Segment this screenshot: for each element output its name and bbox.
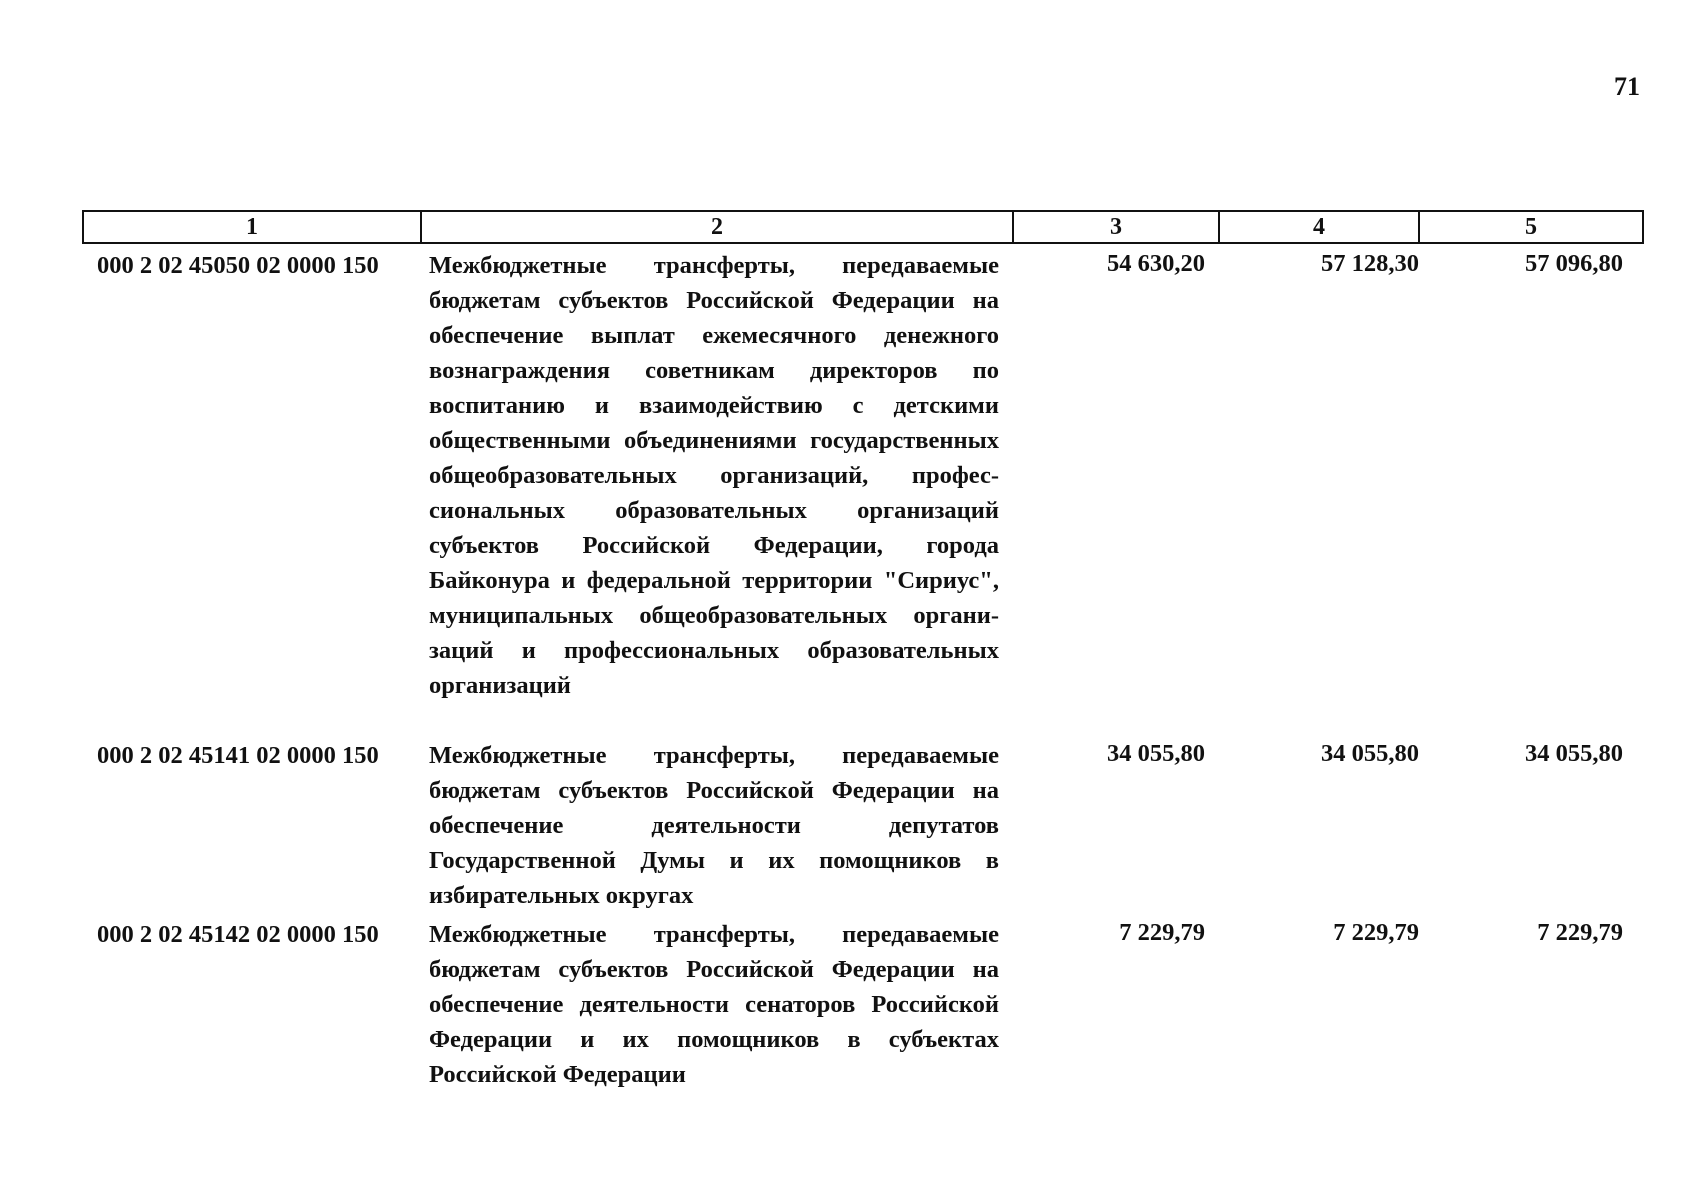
value-col-3: 34 055,80	[1107, 740, 1205, 767]
column-header-4: 4	[1219, 211, 1419, 243]
value-col-4: 7 229,79	[1333, 919, 1419, 946]
table-row	[83, 734, 1643, 913]
value-col-5: 7 229,79	[1537, 919, 1623, 946]
column-header-2: 2	[421, 211, 1013, 243]
value-col-4: 57 128,30	[1321, 250, 1419, 277]
page-number: 71	[1614, 72, 1640, 101]
column-header-1: 1	[83, 211, 421, 243]
value-col-3: 7 229,79	[1119, 919, 1205, 946]
budget-code: 000 2 02 45142 02 0000 150	[97, 921, 379, 948]
table-row	[83, 243, 1643, 734]
column-header-5: 5	[1419, 211, 1643, 243]
budget-table	[82, 210, 1644, 1092]
row-description: Межбюджетные трансферты, передаваемые бюджетам субъектов Российской Федерации на обеспечение выплат ежемесячного денежного вознаграждения советникам директоров по воспитанию и взаимодействию с детскими общественными объединениями государственных общеобразовательных организаций, профессиональных образовательных организаций субъектов Российской Федерации, города Байконура и федеральной территории "Сириус", муниципальных общеобразовательных организаций и профессиональных образовательных организаций	[429, 252, 999, 699]
table-header-row	[83, 211, 1643, 243]
column-header-3: 3	[1013, 211, 1219, 243]
budget-code: 000 2 02 45050 02 0000 150	[97, 252, 379, 279]
row-description: Межбюджетные трансферты, передаваемые бюджетам субъектов Российской Федерации на обеспечение деятельности депутатов Государственной Думы и их помощников в избирательных округах	[429, 742, 999, 909]
row-description: Межбюджетные трансферты, передаваемые бюджетам субъектов Российской Федерации на обеспечение деятельности сенаторов Российской Федерации и их помощников в субъектах Российской Федерации	[429, 921, 999, 1088]
table-row	[83, 913, 1643, 1092]
value-col-4: 34 055,80	[1321, 740, 1419, 767]
value-col-5: 57 096,80	[1525, 250, 1623, 277]
budget-code: 000 2 02 45141 02 0000 150	[97, 742, 379, 769]
value-col-3: 54 630,20	[1107, 250, 1205, 277]
value-col-5: 34 055,80	[1525, 740, 1623, 767]
